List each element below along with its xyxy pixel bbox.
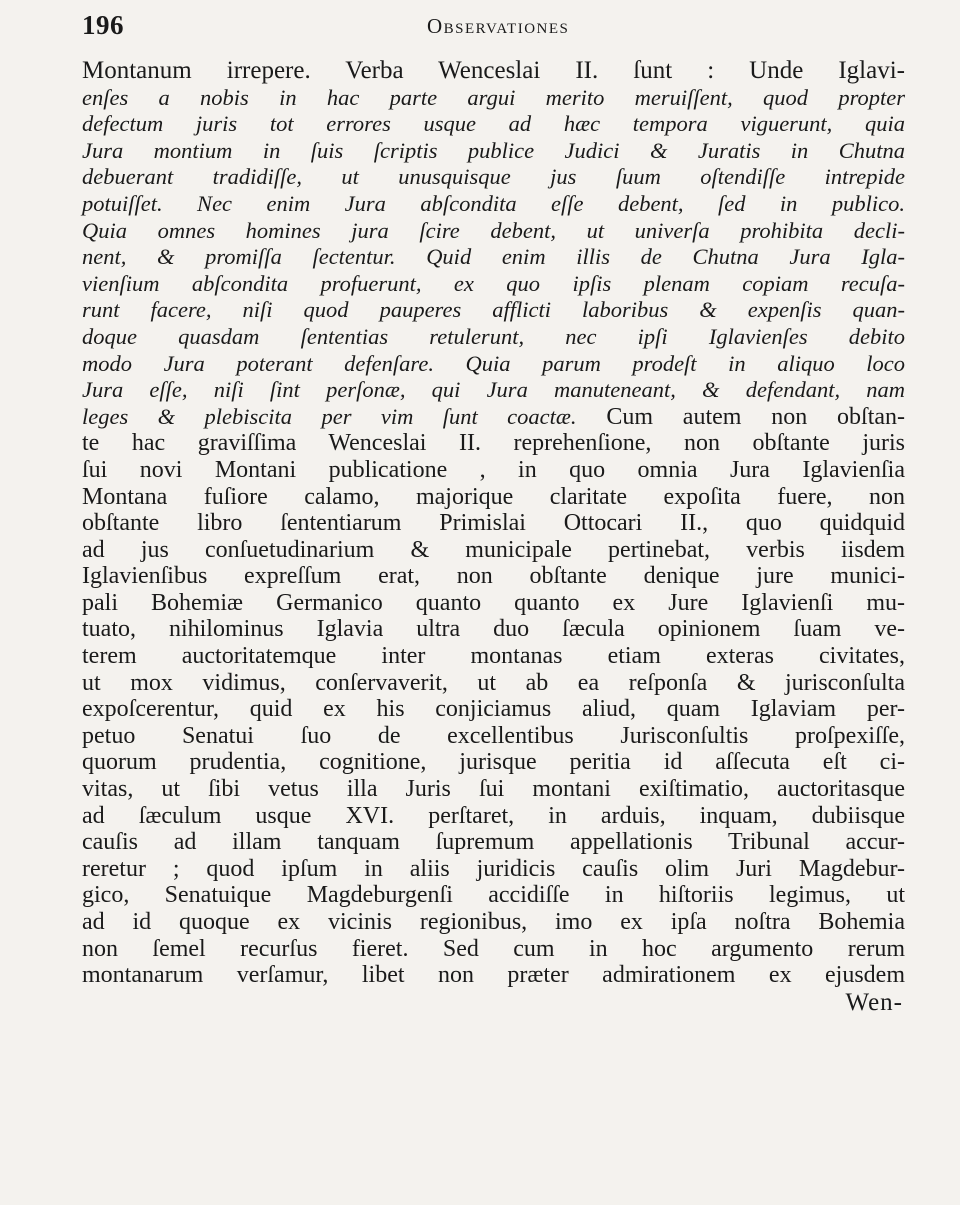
text-line: defectum juris tot errores usque ad hæc tempora viguerunt, quia xyxy=(82,111,905,137)
italic-quote-end: leges & plebiscita per vim ſunt coactæ. xyxy=(82,403,577,429)
text-line: Iglavienſibus expreſſum erat, non obſtante denique jure munici- xyxy=(82,563,905,590)
text-line: runt facere, niſi quod pauperes afflicti laboribus & expenſis quan- xyxy=(82,297,905,323)
text-line: petuo Senatui ſuo de excellentibus Jurisconſultis proſpexiſſe, xyxy=(82,722,905,749)
text-line: expoſcerentur, quid ex his conjiciamus aliud, quam Iglaviam per- xyxy=(82,696,905,723)
text-line: Quia omnes homines jura ſcire debent, ut univerſa prohibita decli- xyxy=(82,217,905,243)
text-line: debuerant tradidiſſe, ut unusquisque jus ſuum oſtendiſſe intrepide xyxy=(82,164,905,190)
text-line: montanarum verſamur, libet non præter admirationem ex ejusdem xyxy=(82,962,905,989)
text-line: obſtante libro ſententiarum Primislai Ottocari II., quo quidquid xyxy=(82,510,905,537)
text-line: Montanum irrepere. Verba Wenceslai II. ſunt : Unde Iglavi- xyxy=(82,57,905,84)
text-line xyxy=(82,404,905,431)
text-line: ad ſæculum usque XVI. perſtaret, in arduis, inquam, dubiisque xyxy=(82,802,905,829)
text-line: nent, & promiſſa ſectentur. Quid enim illis de Chutna Jura Igla- xyxy=(82,244,905,270)
text-line: ad jus conſuetudinarium & municipale pertinebat, verbis iisdem xyxy=(82,536,905,563)
text-line: vienſium abſcondita profuerunt, ex quo ipſis plenam copiam recuſa- xyxy=(82,270,905,296)
text-line: pali Bohemiæ Germanico quanto quanto ex Jure Iglavienſi mu- xyxy=(82,589,905,616)
catchword-row xyxy=(82,989,905,1017)
text-line: Montana fuſiore calamo, majorique claritate expoſita fuere, non xyxy=(82,483,905,510)
text-line: ad id quoque ex vicinis regionibus, imo ex ipſa noſtra Bohemia xyxy=(82,909,905,935)
text-line: gico, Senatuique Magdeburgenſi accidiſſe in hiſtoriis legimus, ut xyxy=(82,882,905,909)
page-number: 196 xyxy=(82,10,124,40)
text-line: modo Jura poterant defenſare. Quia parum prodeſt in aliquo loco xyxy=(82,350,905,376)
catchword: Wen- xyxy=(845,988,903,1016)
text-line: potuiſſet. Nec enim Jura abſcondita eſſe debent, ſed in publico. xyxy=(82,190,905,216)
text-line: terem auctoritatemque inter montanas etiam exteras civitates, xyxy=(82,643,905,670)
text-line: ut mox vidimus, conſervaverit, ut ab ea reſponſa & jurisconſulta xyxy=(82,669,905,696)
text-line: Jura eſſe, niſi ſint perſonæ, qui Jura manuteneant, & defendant, nam xyxy=(82,377,905,403)
text-line: te hac graviſſima Wenceslai II. reprehenſione, non obſtante juris xyxy=(82,430,905,457)
text-line: quorum prudentia, cognitione, jurisque peritia id aſſecuta eſt ci- xyxy=(82,749,905,776)
page-header xyxy=(82,10,902,44)
text-line: Jura montium in ſuis ſcriptis publice Judici & Juratis in Chutna xyxy=(82,137,905,163)
text-line: reretur ; quod ipſum in aliis juridicis cauſis olim Juri Magdebur- xyxy=(82,855,905,882)
text-line: doque quasdam ſententias retulerunt, nec ipſi Iglavienſes debito xyxy=(82,323,905,349)
roman-text: Cum autem non obſtan- xyxy=(576,403,905,430)
text-line: non ſemel recurſus fieret. Sed cum in hoc argumento rerum xyxy=(82,935,905,962)
body-text xyxy=(82,58,905,1017)
text-line: cauſis ad illam tanquam ſupremum appellationis Tribunal accur- xyxy=(82,829,905,856)
text-line: enſes a nobis in hac parte argui merito meruiſſent, quod propter xyxy=(82,84,905,110)
text-line: vitas, ut ſibi vetus illa Juris ſui montani exiſtimatio, auctoritasque xyxy=(82,776,905,803)
running-head: Observationes xyxy=(427,14,570,38)
text-line: ſui novi Montani publicatione , in quo omnia Jura Iglavienſia xyxy=(82,456,905,483)
text-line: tuato, nihilominus Iglavia ultra duo ſæcula opinionem ſuam ve- xyxy=(82,616,905,643)
